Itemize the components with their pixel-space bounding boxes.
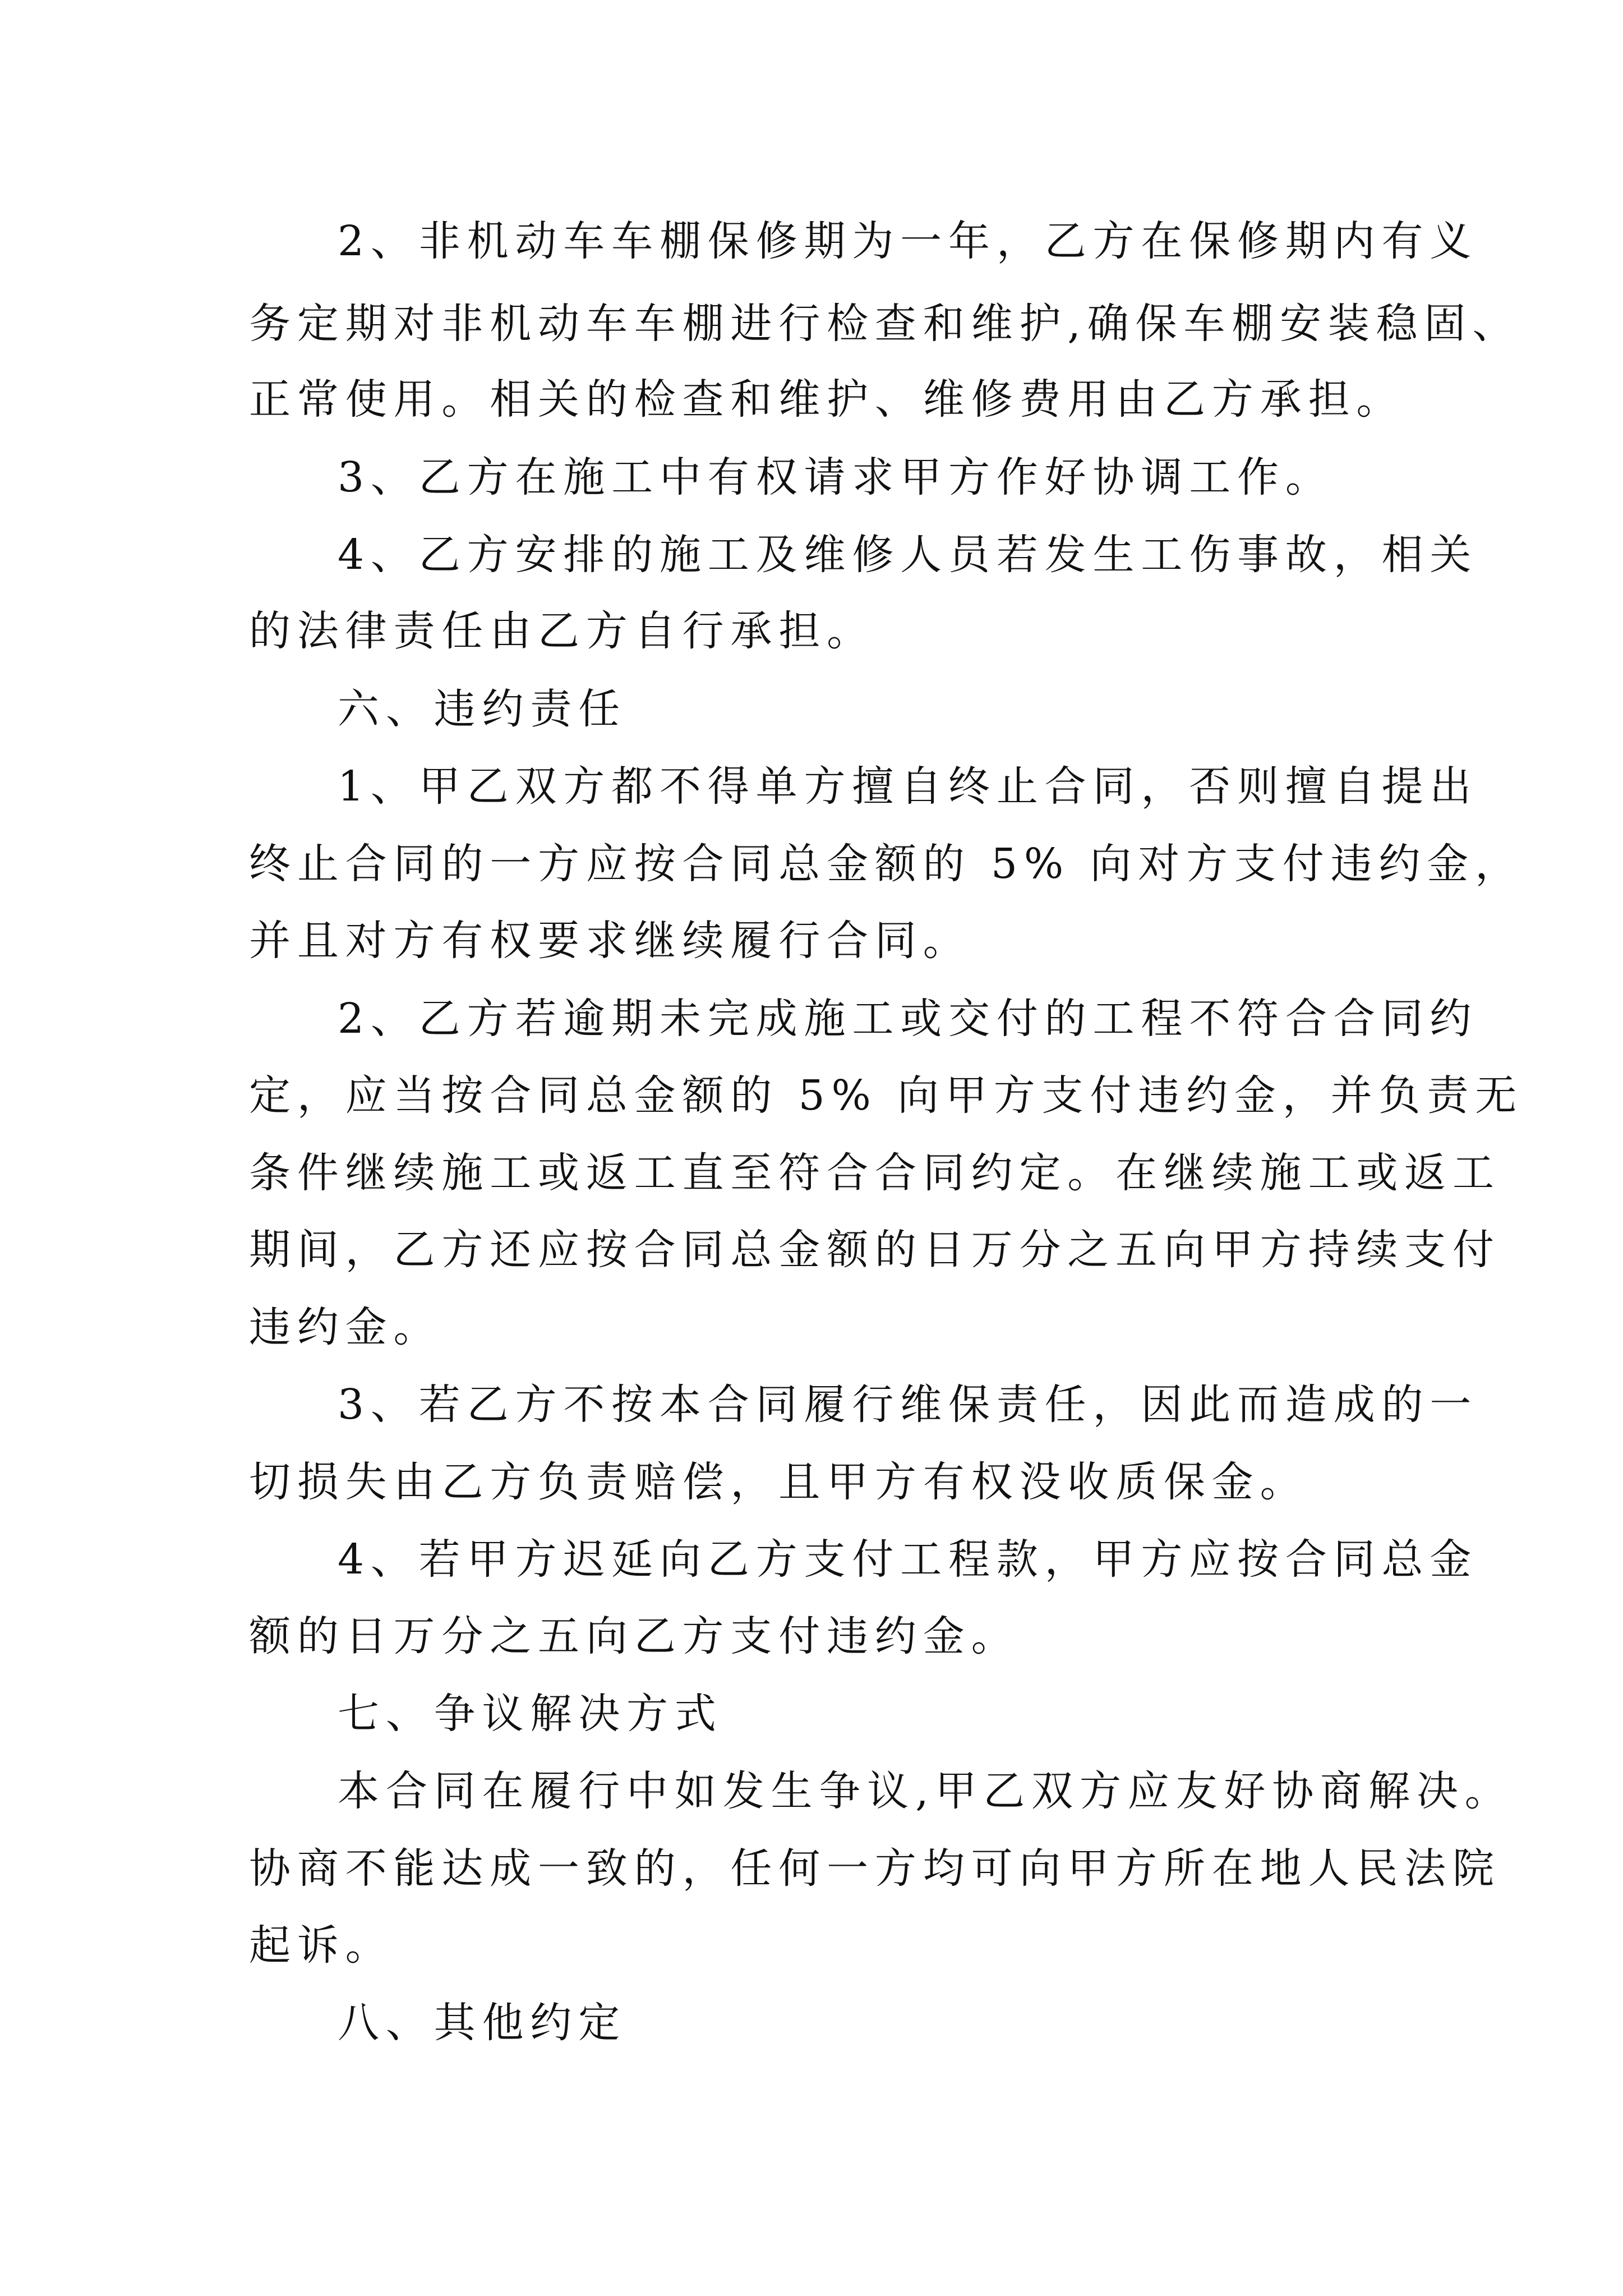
text-line: 切损失由乙方负责赔偿，且甲方有权没收质保金。 — [249, 1458, 1308, 1506]
text-line: 定，应当按合同总金额的 5% 向甲方支付违约金，并负责无 — [249, 1071, 1523, 1120]
text-line: 务定期对非机动车车棚进行检查和维护,确保车棚安装稳固、 — [249, 300, 1521, 348]
text-line: 正常使用。相关的检查和维护、维修费用由乙方承担。 — [249, 375, 1405, 424]
text-line: 3、若乙方不按本合同履行维保责任，因此而造成的一 — [338, 1381, 1478, 1429]
section-heading: 七、争议解决方式 — [338, 1690, 723, 1738]
text-line: 期间，乙方还应按合同总金额的日万分之五向甲方持续支付 — [249, 1226, 1501, 1274]
text-line: 协商不能达成一致的，任何一方均可向甲方所在地人民法院 — [249, 1844, 1501, 1893]
section-heading: 八、其他约定 — [338, 1999, 627, 2047]
section-heading: 六、违约责任 — [338, 685, 627, 733]
text-line: 3、乙方在施工中有权请求甲方作好协调工作。 — [338, 453, 1334, 501]
text-line: 的法律责任由乙方自行承担。 — [249, 607, 875, 655]
text-line: 2、乙方若逾期未完成施工或交付的工程不符合合同约 — [338, 995, 1478, 1043]
text-line: 额的日万分之五向乙方支付违约金。 — [249, 1612, 1020, 1660]
text-line: 终止合同的一方应按合同总金额的 5% 向对方支付违约金， — [249, 840, 1523, 888]
text-line: 条件继续施工或返工直至符合合同约定。在继续施工或返工 — [249, 1149, 1501, 1197]
text-line: 并且对方有权要求继续履行合同。 — [249, 917, 971, 965]
text-line: 本合同在履行中如发生争议,甲乙双方应友好协商解决。 — [338, 1767, 1513, 1815]
text-line: 2、非机动车车棚保修期为一年，乙方在保修期内有义 — [338, 217, 1478, 265]
text-line: 4、乙方安排的施工及维修人员若发生工伤事故，相关 — [338, 531, 1478, 579]
text-line: 1、甲乙双方都不得单方擅自终止合同，否则擅自提出 — [338, 762, 1478, 811]
text-line: 违约金。 — [249, 1303, 442, 1351]
text-line: 起诉。 — [249, 1921, 394, 1970]
text-line: 4、若甲方迟延向乙方支付工程款，甲方应按合同总金 — [338, 1535, 1478, 1584]
